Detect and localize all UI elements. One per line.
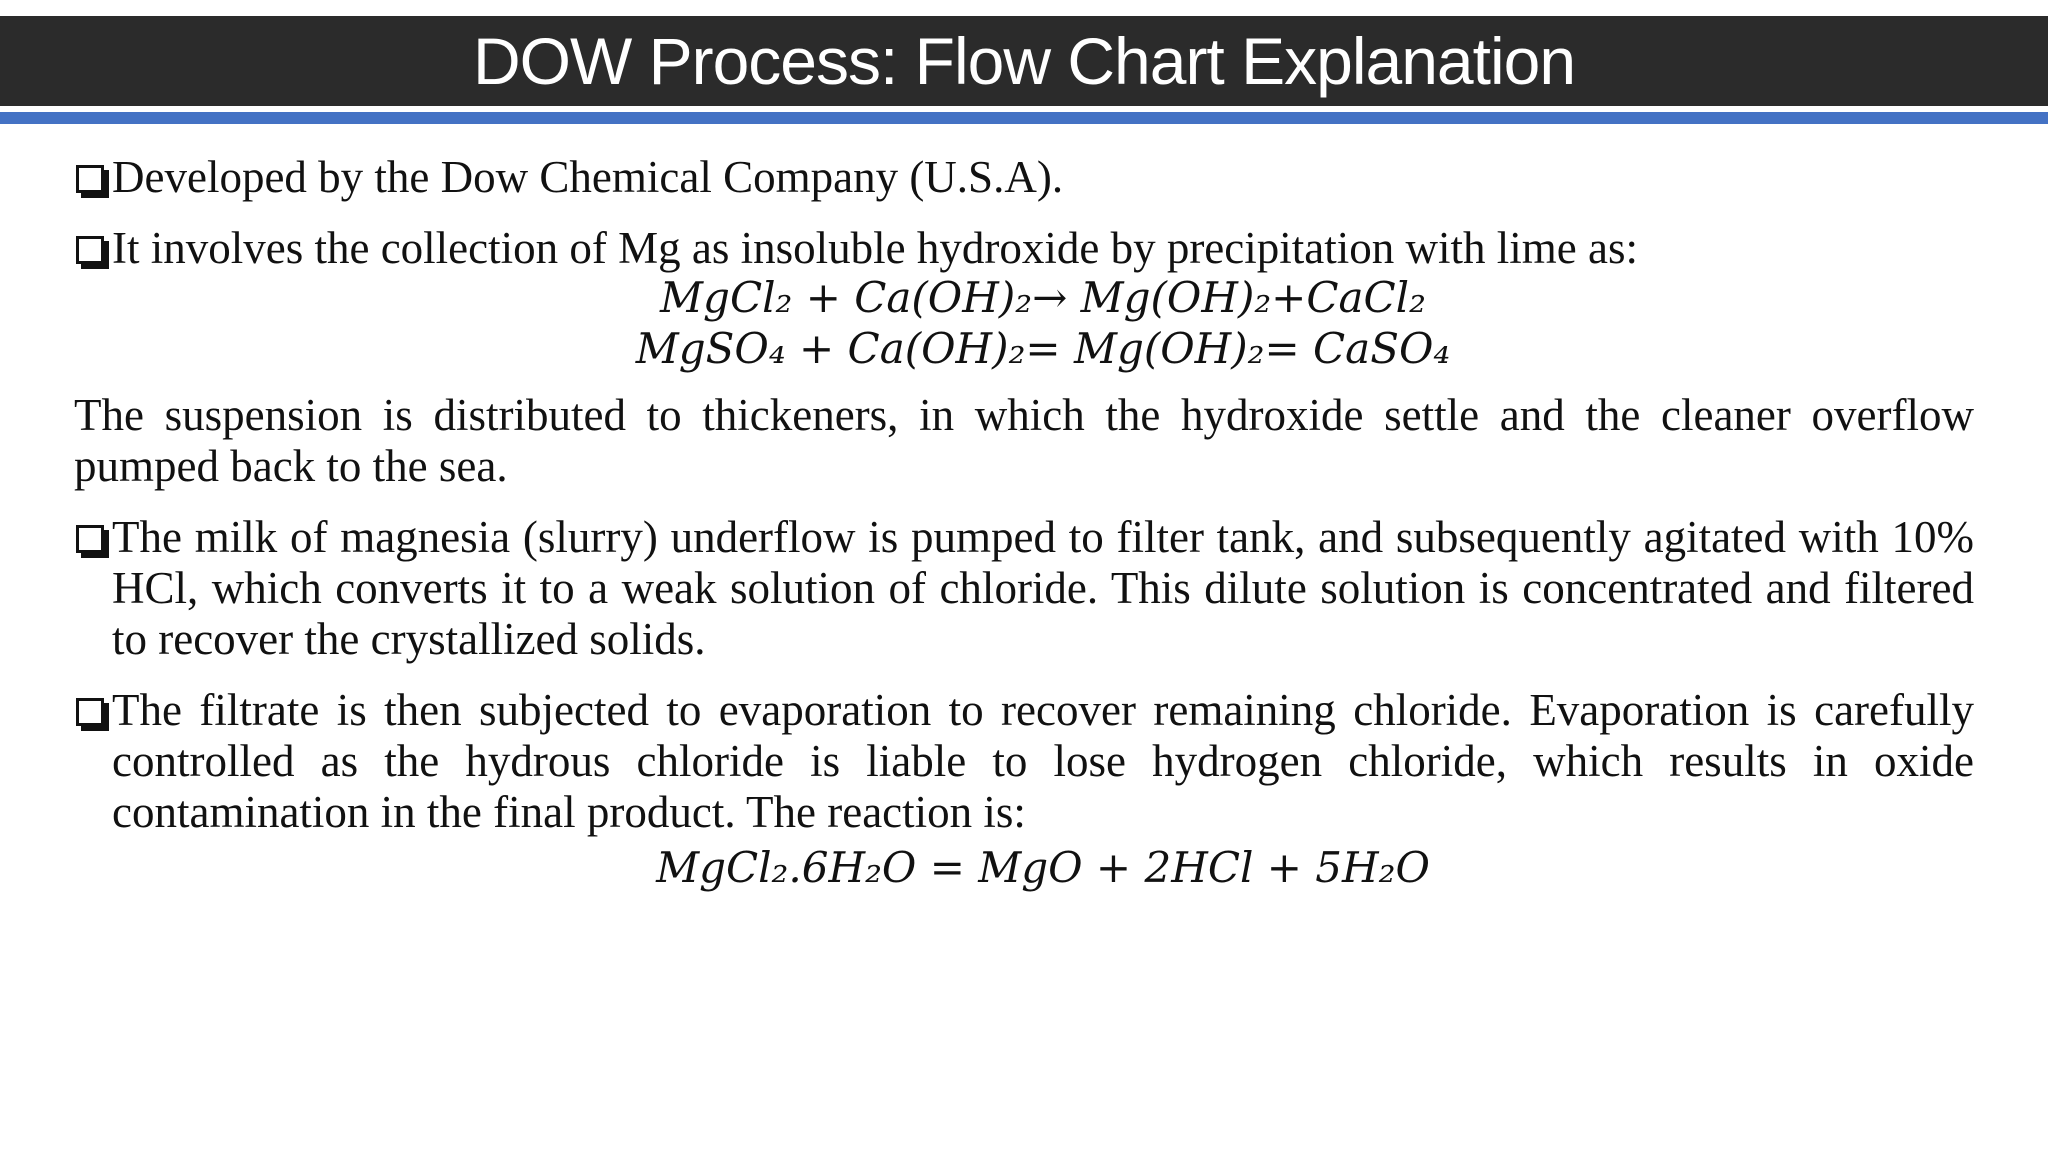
slide-content (74, 152, 1974, 893)
bullet-item (74, 152, 1974, 203)
accent-divider (0, 112, 2048, 124)
equation-block (74, 272, 1974, 374)
bullet-text: The filtrate is then subjected to evaporation to recover remaining chloride. Evaporation is carefully controlled as the hydrous chloride is liable to lose hydrogen chloride, which results in oxide contamination in the final product. The reaction is: (112, 685, 1974, 837)
bullet-text: Developed by the Dow Chemical Company (U.S.A). (112, 152, 1064, 202)
bullet-item (74, 685, 1974, 838)
equation: MgCl₂ + Ca(OH)₂→ Mg(OH)₂+CaCl₂ (660, 273, 1426, 322)
bullet-text: The milk of magnesia (slurry) underflow is pumped to filter tank, and subsequently agitated with 10% HCl, which converts it to a weak solution of chloride. This dilute solution is concentrated and filtered to recover the crystallized solids. (112, 512, 1974, 664)
equation: MgCl₂.6H₂O = MgO + 2HCl + 5H₂O (656, 843, 1430, 892)
bullet-item (74, 512, 1974, 665)
title-bar (0, 16, 2048, 106)
paragraph: The suspension is distributed to thickeners, in which the hydroxide settle and the cleaner overflow pumped back to the sea. (74, 390, 1974, 491)
checkbox-bullet-icon (76, 525, 104, 553)
bullet-item (74, 223, 1974, 274)
equation: MgSO₄ + Ca(OH)₂= Mg(OH)₂= CaSO₄ (635, 324, 1451, 373)
checkbox-bullet-icon (76, 698, 104, 726)
checkbox-bullet-icon (76, 236, 104, 264)
slide-title: DOW Process: Flow Chart Explanation (472, 24, 1576, 98)
checkbox-bullet-icon (76, 165, 104, 193)
bullet-text: It involves the collection of Mg as insoluble hydroxide by precipitation with lime as: (112, 223, 1638, 273)
